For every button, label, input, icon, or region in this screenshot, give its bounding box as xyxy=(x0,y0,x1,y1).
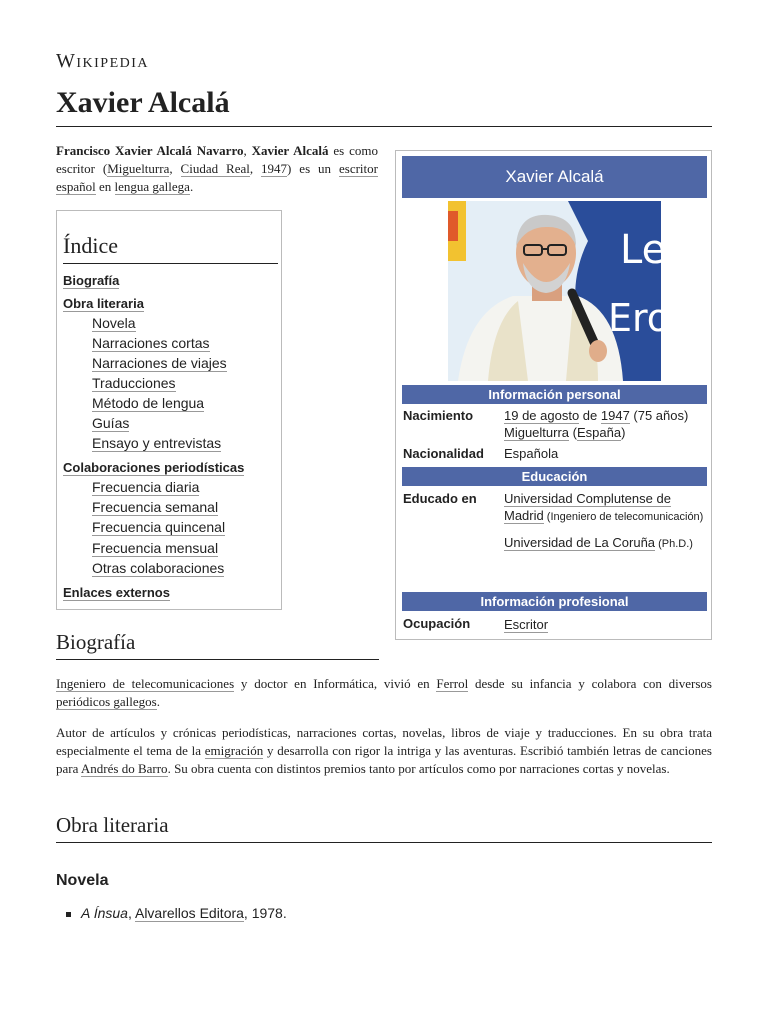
link-miguelturra-infobox[interactable]: Miguelturra xyxy=(504,425,570,440)
heading-novela: Novela xyxy=(56,872,109,889)
intro-text: ) es un xyxy=(287,161,339,176)
toc-item-label: Colaboraciones periodísticas xyxy=(63,460,245,475)
toc-item-label: Narraciones cortas xyxy=(92,335,210,351)
toc-item[interactable] xyxy=(92,335,210,351)
intro-paragraph xyxy=(56,142,378,196)
text: de xyxy=(579,408,601,423)
toc-item[interactable] xyxy=(92,499,218,515)
toc-item-label: Novela xyxy=(92,315,136,331)
link-1947[interactable]: 1947 xyxy=(261,161,288,176)
intro-alias: Xavier Alcalá xyxy=(251,143,329,158)
label-ocupacion: Ocupación xyxy=(403,616,471,631)
text: , xyxy=(127,905,135,921)
link-miguelturra[interactable]: Miguelturra xyxy=(107,161,170,176)
toc-item[interactable] xyxy=(92,479,199,495)
portrait-photo[interactable] xyxy=(448,201,671,381)
heading-divider xyxy=(56,659,379,660)
toc-item-label: Otras colaboraciones xyxy=(92,560,225,576)
toc-item-label: Obra literaria xyxy=(63,296,144,311)
text: y desarrolla con rigor la intriga y las aventuras. Escribió también letras de canciones para xyxy=(56,743,712,776)
toc-divider xyxy=(63,263,278,264)
link-ingeniero-telecomunicaciones[interactable]: Ingeniero de telecomunicaciones xyxy=(56,676,235,691)
intro-text: en xyxy=(95,179,115,194)
label-nacionalidad: Nacionalidad xyxy=(403,446,484,461)
toc-item-label: Traducciones xyxy=(92,375,176,391)
toc-item-label: Frecuencia semanal xyxy=(92,499,219,515)
section-informacion-personal: Información personal xyxy=(402,385,707,404)
toc-item-label: Guías xyxy=(92,415,130,431)
toc-item[interactable] xyxy=(92,519,225,535)
page-title: Xavier Alcalá xyxy=(56,86,230,119)
toc-item-label: Frecuencia mensual xyxy=(92,540,219,556)
heading-divider xyxy=(56,842,712,843)
value-nacimiento xyxy=(504,407,708,441)
toc-item-label: Enlaces externos xyxy=(63,585,170,600)
value-educado-en xyxy=(504,490,708,553)
link-1947-infobox[interactable]: 1947 xyxy=(600,408,630,423)
infobox xyxy=(395,150,712,640)
link-andres-do-barro[interactable]: Andrés do Barro xyxy=(80,761,168,776)
toc-item[interactable] xyxy=(92,560,224,576)
toc-item[interactable] xyxy=(92,540,218,556)
biografia-paragraph-2 xyxy=(56,724,712,778)
link-universidad-coruna[interactable]: Universidad de La Coruña xyxy=(504,535,656,550)
list-item xyxy=(66,905,287,921)
toc-item[interactable] xyxy=(92,395,204,411)
link-escritor-infobox[interactable]: Escritor xyxy=(504,617,549,632)
link-universidad-complutense[interactable]: Universidad Complutense de Madrid xyxy=(504,491,671,523)
toc-item-label: Frecuencia quincenal xyxy=(92,519,226,535)
photo-sign-text2: Ero xyxy=(608,296,671,340)
text: . Su obra cuenta con distintos premios tanto por artículos como por narraciones cortas y novelas. xyxy=(167,761,670,776)
toc-item[interactable] xyxy=(63,296,144,311)
label-nacimiento: Nacimiento xyxy=(403,408,474,423)
section-educacion: Educación xyxy=(402,467,707,486)
toc-item-label: Ensayo y entrevistas xyxy=(92,435,222,451)
title-divider xyxy=(56,126,712,127)
infobox-title: Xavier Alcalá xyxy=(402,156,707,198)
text: (Ingeniero de telecomunicación) xyxy=(543,511,704,523)
toc-item-label: Narraciones de viajes xyxy=(92,355,227,371)
text: ) xyxy=(621,425,626,440)
section-informacion-profesional: Información profesional xyxy=(402,592,707,611)
text: , 1978. xyxy=(243,905,287,921)
value-nacionalidad: Española xyxy=(504,446,559,461)
text: Autor de artículos y crónicas periodísticas, narraciones cortas, novelas, libros de viaje y traducciones. En su obra trata especialmente el tema de la xyxy=(56,725,712,758)
portrait-image xyxy=(448,201,671,381)
intro-full-name: Francisco Xavier Alcalá Navarro xyxy=(56,143,244,158)
intro-text: , xyxy=(243,143,252,158)
toc-item-label: Método de lengua xyxy=(92,395,205,411)
link-espana[interactable]: España xyxy=(576,425,622,440)
link-lengua-gallega[interactable]: lengua gallega xyxy=(114,179,190,194)
link-alvarellos-editora[interactable]: Alvarellos Editora xyxy=(134,905,244,921)
intro-text: , xyxy=(249,161,262,176)
toc-item[interactable] xyxy=(92,375,176,391)
book-title: A Ínsua xyxy=(81,905,128,921)
toc-item[interactable] xyxy=(92,355,227,371)
toc-item-label: Biografía xyxy=(63,273,120,288)
link-ferrol[interactable]: Ferrol xyxy=(436,676,469,691)
toc-item[interactable] xyxy=(63,273,119,288)
table-of-contents xyxy=(56,210,282,610)
link-espanol[interactable]: español xyxy=(56,179,96,194)
value-ocupacion xyxy=(504,616,708,633)
label-educado-en: Educado en xyxy=(403,491,477,506)
toc-item-label: Frecuencia diaria xyxy=(92,479,200,495)
biografia-paragraph-1 xyxy=(56,675,712,711)
text: y doctor en Informática, vivió en xyxy=(234,676,437,691)
text: (Ph.D.) xyxy=(655,538,693,550)
toc-item[interactable] xyxy=(63,585,170,600)
link-escritor[interactable]: escritor xyxy=(339,161,378,176)
link-ciudad-real[interactable]: Ciudad Real xyxy=(180,161,250,176)
intro-text: . xyxy=(189,179,194,194)
heading-obra-literaria: Obra literaria xyxy=(56,813,169,837)
toc-item[interactable] xyxy=(92,315,136,331)
text: ( xyxy=(569,425,577,440)
toc-title: Índice xyxy=(63,233,118,258)
link-periodicos-gallegos[interactable]: periódicos gallegos xyxy=(56,694,157,709)
text: (75 años) xyxy=(629,408,689,423)
photo-sign-text: Le xyxy=(620,227,667,273)
heading-biografia: Biografía xyxy=(56,630,136,654)
toc-item[interactable] xyxy=(63,460,244,475)
text: . xyxy=(156,694,160,709)
toc-item[interactable] xyxy=(92,435,221,451)
link-emigracion[interactable]: emigración xyxy=(204,743,264,758)
wikipedia-logo[interactable]: Wikipedia xyxy=(56,50,150,72)
intro-text: , xyxy=(169,161,181,176)
intro-text: es como escritor ( xyxy=(56,143,378,176)
text: desde su infancia y colabora con diversos xyxy=(468,676,712,691)
toc-item[interactable] xyxy=(92,415,129,431)
link-19-agosto[interactable]: 19 de agosto xyxy=(504,408,580,423)
bullet-icon xyxy=(66,912,71,917)
